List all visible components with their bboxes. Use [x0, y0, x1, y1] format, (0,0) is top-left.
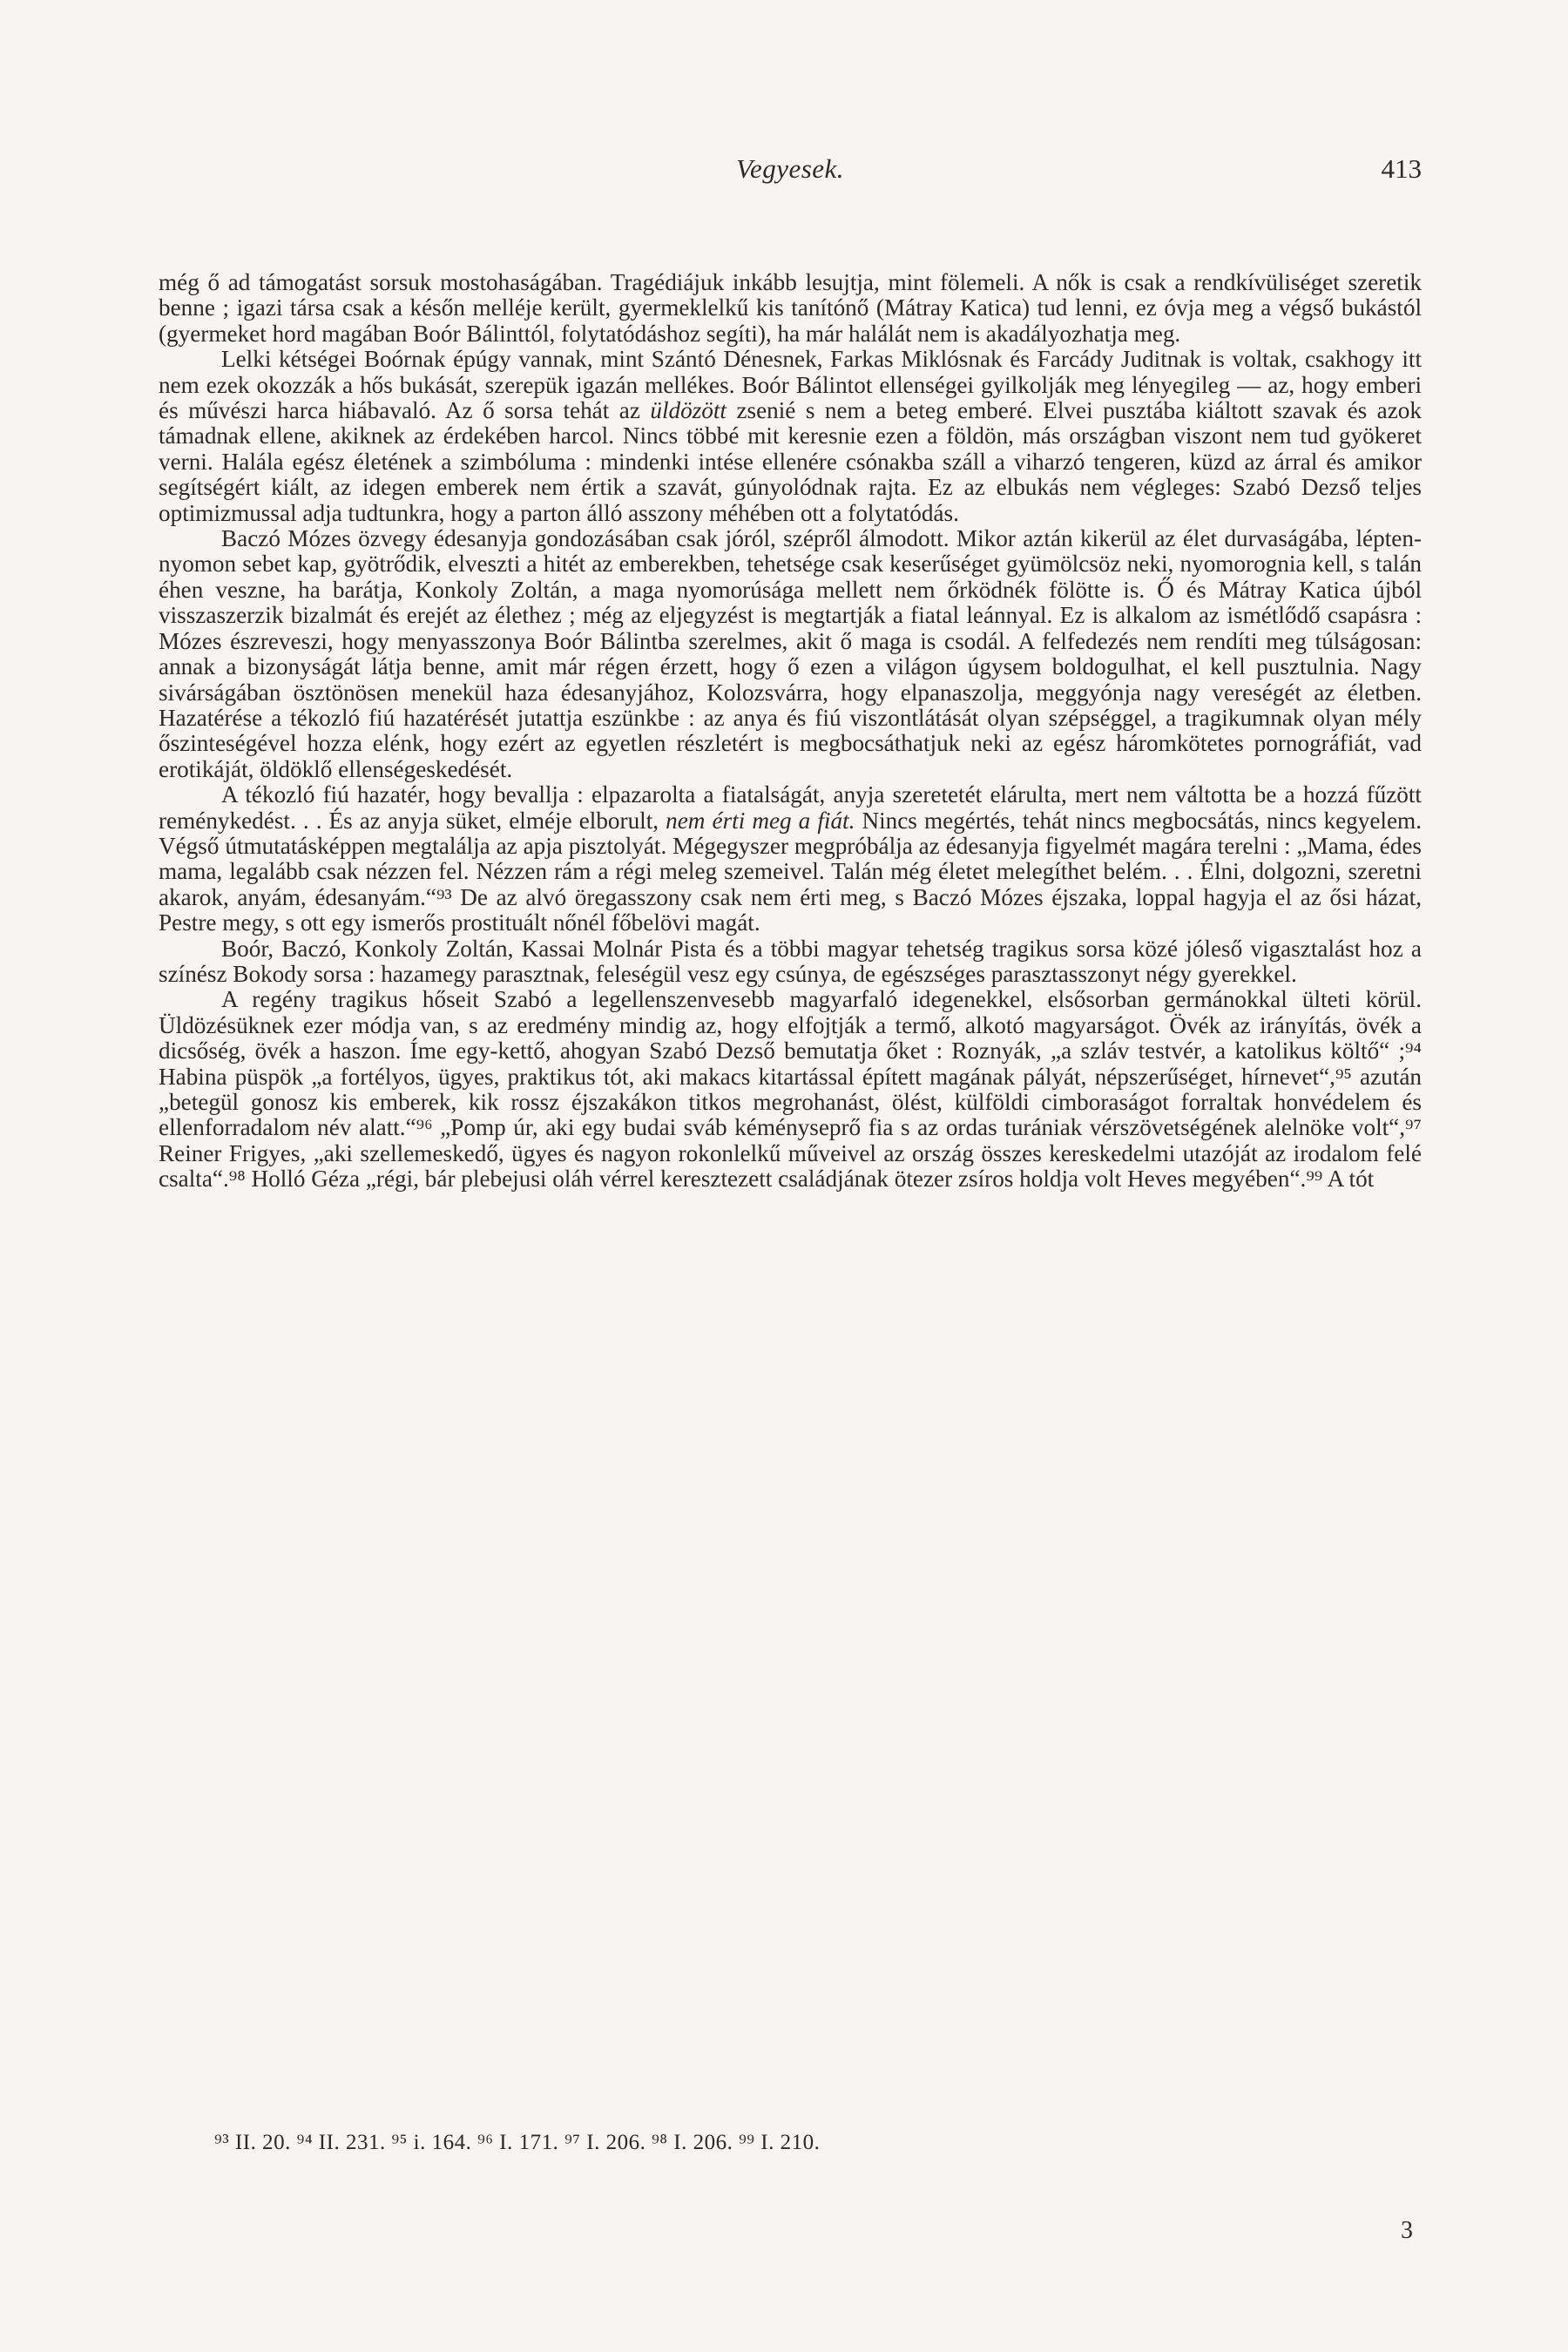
- paragraph-3: [159, 526, 1422, 782]
- paragraph-6: [159, 987, 1422, 1192]
- footnotes: ⁹³ II. 20. ⁹⁴ II. 231. ⁹⁵ i. 164. ⁹⁶ I. 171. ⁹⁷ I. 206. ⁹⁸ I. 206. ⁹⁹ I. 210.: [214, 2131, 821, 2154]
- paragraph-2-text: Lelki kétségei Boórnak épúgy vannak, mint Szántó Dénesnek, Farkas Miklósnak és Farcády Juditnak is voltak, csakhogy itt nem ezek okozzák a hős bukását, szerepük igazán mellékes. Boór Bálintot ellenségei gyilkolják meg lényegileg — az, hogy emberi és művészi harca hiábavaló. Az ő sorsa tehát az: [159, 346, 1422, 424]
- paragraph-5-text: Boór, Baczó, Konkoly Zoltán, Kassai Molnár Pista és a többi magyar tehetség tragikus sorsa közé jóleső vigasztalást hoz a színész Bokody sorsa : hazamegy parasztnak, feleségül vesz egy csúnya, de egészséges parasztasszonyt négy gyerekkel.: [159, 935, 1422, 987]
- paragraph-1-text: még ő ad támogatást sorsuk mostohaságában. Tragédiájuk inkább lesujtja, mint fölemeli. A nők is csak a rendkívüliséget szeretik benne ; igazi társa csak a későn melléje került, gyermeklelkű kis tanítónő (Mátray Katica) tud lenni, ez óvja meg a végső bukástól (gyermeket hord magában Boór Bálinttól, folytatódáshoz segíti), ha már halálát nem is akadályozhatja meg.: [159, 269, 1422, 347]
- paragraph-3-text: Baczó Mózes özvegy édesanyja gondozásában csak jóról, szépről álmodott. Mikor aztán kikerül az élet durvaságába, lépten-nyomon sebet kap, gyötrődik, elveszti a hitét az emberekben, tehetsége csak keserűséget gyümölcsöz neki, nyomorognia kell, s talán éhen veszne, ha barátja, Konkoly Zoltán, a maga nyomorúsága mellett nem őrködnék fölötte is. Ő és Mátray Katica újból visszaszerzik bizalmát és erejét az élethez ; még az eljegyzést is megtartják a fiatal leánnyal. Ez is alkalom az ismétlődő csapásra : Mózes észreveszi, hogy menyasszonya Boór Bálintba szerelmes, akit ő maga is csodál. A felfedezés nem rendíti meg túlságosan: annak a bizonyságát látja benne, amit már régen érzett, hogy ő ezen a világon úgysem boldogulhat, el kell pusztulnia. Nagy sivárságában ösztönösen menekül haza édesanyjához, Kolozsvárra, hogy elpanaszolja, meggyónja nagy vereségét az életben. Hazatérése a tékozló fiú hazatérését jutattja eszünkbe : az anya és fiú viszontlátását olyan szépséggel, a tragikumnak olyan mély őszinteségével hozza elénk, hogy ezért az egyetlen részletért is megbocsáthatjuk neki az egész háromkötetes pornográfiát, vad erotikáját, öldöklő ellenségeskedését.: [159, 525, 1422, 782]
- running-head: [159, 153, 1422, 197]
- paragraph-4-emphasis: nem érti meg a fiát.: [666, 807, 855, 834]
- running-head-title: Vegyesek.: [735, 153, 845, 184]
- paragraph-4: [159, 782, 1422, 936]
- paragraph-2-tail: zsenié s nem a beteg emberé. Elvei pusztába kiáltott szavak és azok támadnak ellene, akiknek az érdekében harcol. Nincs többé mit keresnie ezen a földön, más országban viszont nem tud gyökeret verni. Halála egész életének a szimbóluma : mindenki intése ellenére csónakba száll a viharzó tengeren, küzd az árral és amikor segítségért kiált, az idegen emberek nem értik a szavát, gúnyolódnak rajta. Ez az elbukás nem végleges: Szabó Dezső teljes optimizmussal adja tudtunkra, hogy a parton álló asszony méhében ott a folytatódás.: [159, 397, 1422, 526]
- body-text: [159, 270, 1422, 1193]
- paragraph-1: [159, 270, 1422, 347]
- page-number: 413: [1381, 153, 1422, 184]
- paragraph-4-text: A tékozló fiú hazatér, hogy bevallja : elpazarolta a fiatalságát, anyja szeretetét elárulta, mert nem váltotta be a hozzá fűzött reménykedést. . . És az anyja süket, elméje elborult,: [159, 781, 1422, 834]
- paragraph-2-emphasis: üldözött: [650, 397, 727, 424]
- paragraph-4-tail: Nincs megértés, tehát nincs megbocsátás, nincs kegyelem. Végső útmutatásképpen megtalálja az apja pisztolyát. Mégegyszer megpróbálja az édesanyja figyelmét magára terelni : „Mama, édes mama, legalább csak nézzen fel. Nézzen rám a régi meleg szemeivel. Talán még életet melegíthet belém. . . Élni, dolgozni, szeretni akarok, anyám, édesanyám.“⁹³ De az alvó öregasszony csak nem érti meg, s Baczó Mózes éjszaka, loppal hagyja el az ősi házat, Pestre megy, s ott egy ismerős prostituált nőnél főbelövi magát.: [159, 807, 1422, 936]
- paragraph-2: [159, 347, 1422, 526]
- paragraph-5: [159, 936, 1422, 988]
- signature-mark: 3: [1401, 2217, 1413, 2244]
- paragraph-6-text: A regény tragikus hőseit Szabó a legellenszenvesebb magyarfaló idegenekkel, elsősorban germánokkal ülteti körül. Üldözésüknek ezer módja van, s az eredmény mindig az, hogy elfojtják a termő, alkotó magyarságot. Övék az irányítás, övék a dicsőség, övék a haszon. Íme egy-kettő, ahogyan Szabó Dezső bemutatja őket : Roznyák, „a szláv testvér, a katolikus költő“ ;⁹⁴ Habina püspök „a fortélyos, ügyes, praktikus tót, aki makacs kitartással épített magának pályát, népszerűséget, hírnevet“,⁹⁵ azután „betegül gonosz kis emberek, kik rossz éjszakákon titkos megrohanást, ölést, külföldi cimboraságot forraltak honvédelem és ellenforradalom név alatt.“⁹⁶ „Pomp úr, aki egy budai sváb kéményseprő fia s az ordas turániak vérszövetségének alelnöke volt“,⁹⁷ Reiner Frigyes, „aki szellemeskedő, ügyes és nagyon rokonlelkű műveivel az ország összes kereskedelmi utazóját az irodalom felé csalta“.⁹⁸ Holló Géza „régi, bár plebejusi oláh vérrel keresztezett családjának ötezer zsíros holdja volt Heves megyében“.⁹⁹ A tót: [159, 986, 1422, 1193]
